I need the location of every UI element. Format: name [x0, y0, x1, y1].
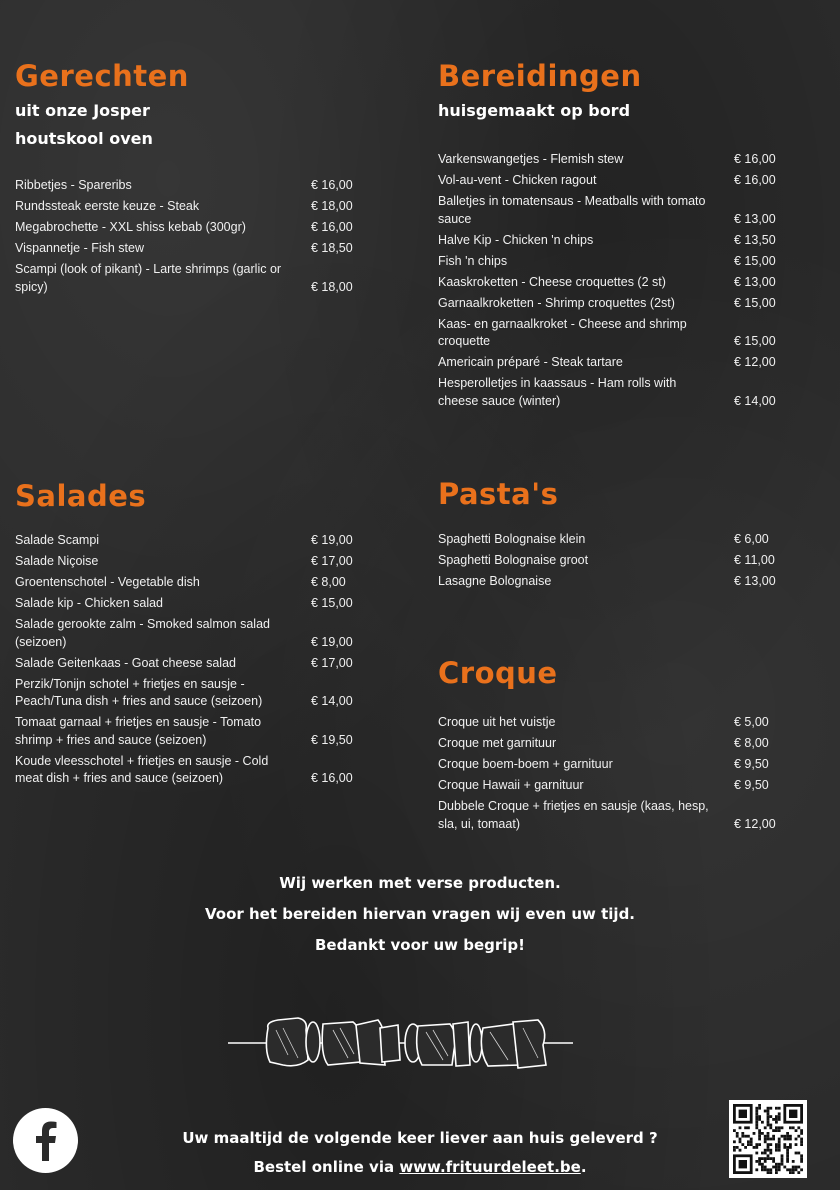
- menu-item-name: Vol-au-vent - Chicken ragout: [438, 173, 597, 187]
- section-bereidingen: [438, 59, 642, 125]
- section-title-croque: Croque: [438, 656, 558, 690]
- menu-item: [438, 714, 778, 732]
- menu-item: [438, 151, 778, 169]
- delivery-prefix: Bestel online via: [253, 1158, 400, 1176]
- menu-item-price: € 18,00: [311, 199, 353, 213]
- menu-item: [438, 552, 778, 570]
- menu-item-name: Salade Scampi: [15, 533, 100, 547]
- menu-item-name: Balletjes in tomatensaus - Meatballs with tomato sauce: [438, 194, 706, 226]
- menu-item-price: € 13,00: [734, 574, 776, 588]
- menu-item-name: Croque Hawaii + garnituur: [438, 778, 584, 792]
- section-title-pastas: Pasta's: [438, 477, 559, 511]
- delivery-line-2: [0, 1153, 840, 1182]
- menu-list-salades: [15, 532, 355, 791]
- menu-item-name: Halve Kip - Chicken 'n chips: [438, 232, 594, 247]
- menu-item-price: € 14,00: [734, 393, 776, 408]
- menu-item-name: Varkenswangetjes - Flemish stew: [438, 152, 624, 166]
- menu-item-price: € 6,00: [734, 532, 769, 546]
- menu-item: [438, 172, 778, 190]
- menu-item-price: € 12,00: [734, 355, 776, 369]
- menu-item: [438, 232, 778, 250]
- menu-item-name: Salade kip - Chicken salad: [15, 596, 163, 610]
- menu-item-price: € 9,50: [734, 757, 769, 771]
- menu-item-name: Lasagne Bolognaise: [438, 574, 552, 588]
- menu-item-price: € 18,50: [311, 241, 353, 255]
- menu-item-name: Americain préparé - Steak tartare: [438, 355, 623, 369]
- menu-item-price: € 5,00: [734, 715, 769, 729]
- menu-item: [15, 177, 355, 195]
- menu-item-name: Kaaskroketten - Cheese croquettes (2 st): [438, 274, 666, 289]
- menu-item: [438, 274, 778, 292]
- menu-item-name: Scampi (look of pikant) - Larte shrimps (garlic or spicy): [15, 262, 282, 294]
- menu-item-name: Croque boem-boem + garnituur: [438, 757, 613, 771]
- menu-item: [15, 655, 355, 673]
- menu-item: [15, 532, 355, 550]
- menu-item: [438, 316, 778, 351]
- menu-item-price: € 11,00: [734, 553, 775, 567]
- menu-item: [15, 198, 355, 216]
- section-subtitle-2: houtskool oven: [15, 129, 153, 148]
- menu-item-price: € 9,50: [734, 778, 769, 792]
- menu-item-name: Ribbetjes - Spareribs: [15, 178, 132, 192]
- menu-item: [438, 253, 778, 271]
- menu-item: [15, 553, 355, 571]
- menu-item-price: € 13,00: [734, 211, 776, 226]
- menu-item: [15, 616, 355, 651]
- menu-item-price: € 15,00: [311, 596, 353, 610]
- menu-item-name: Tomaat garnaal + frietjes en sausje - Tomato shrimp + fries and sauce (seizoen): [15, 715, 262, 747]
- menu-item-price: € 19,00: [311, 634, 353, 649]
- menu-item-price: € 16,00: [734, 152, 776, 166]
- skewer-illustration: [228, 1010, 573, 1080]
- menu-item-name: Fish 'n chips: [438, 253, 508, 268]
- menu-item-name: Salade Niçoise: [15, 554, 99, 568]
- menu-list-bereidingen: [438, 151, 778, 414]
- menu-item: [438, 375, 778, 410]
- menu-item-name: Garnaalkroketten - Shrimp croquettes (2st): [438, 295, 675, 310]
- note-line-2: Voor het bereiden hiervan vragen wij even uw tijd.: [204, 905, 636, 923]
- menu-item-price: € 15,00: [734, 295, 776, 310]
- menu-item-name: Salade gerookte zalm - Smoked salmon salad (seizoen): [15, 617, 270, 649]
- menu-item-name: Croque uit het vuistje: [438, 715, 556, 729]
- menu-item-price: € 13,00: [734, 274, 776, 289]
- fresh-products-note: [0, 868, 840, 961]
- menu-item: [15, 240, 355, 258]
- menu-item-price: € 16,00: [734, 173, 776, 187]
- menu-item: [15, 595, 355, 613]
- section-gerechten: [15, 59, 189, 153]
- menu-item-name: Vispannetje - Fish stew: [15, 241, 144, 255]
- qr-code-pattern: [729, 1100, 807, 1178]
- section-subtitle-1: uit onze Josper: [15, 101, 150, 120]
- menu-item-price: € 19,00: [311, 533, 353, 547]
- section-salades: [15, 479, 147, 513]
- menu-item-price: € 17,00: [311, 655, 353, 670]
- menu-item: [15, 219, 355, 237]
- delivery-line-1: Uw maaltijd de volgende keer liever aan huis geleverd ?: [182, 1129, 658, 1147]
- menu-item-name: Dubbele Croque + frietjes en sausje (kaas, hesp, sla, ui, tomaat): [438, 799, 709, 831]
- menu-item-name: Salade Geitenkaas - Goat cheese salad: [15, 655, 236, 670]
- menu-item-price: € 17,00: [311, 554, 353, 568]
- menu-list-pastas: [438, 531, 778, 594]
- section-title-gerechten: Gerechten: [15, 59, 189, 93]
- menu-item-price: € 15,00: [734, 253, 776, 268]
- menu-item-price: € 12,00: [734, 816, 776, 831]
- section-croque: [438, 656, 558, 690]
- menu-item-name: Koude vleesschotel + frietjes en sausje - Cold meat dish + fries and sauce (seizoen): [15, 753, 269, 785]
- menu-item-name: Groentenschotel - Vegetable dish: [15, 575, 200, 589]
- menu-item: [438, 295, 778, 313]
- menu-item: [15, 714, 355, 749]
- menu-item-price: € 14,00: [311, 694, 353, 708]
- website-link[interactable]: www.frituurdeleet.be: [399, 1158, 581, 1176]
- menu-item-price: € 16,00: [311, 771, 353, 785]
- note-line-1: Wij werken met verse producten.: [279, 874, 561, 892]
- menu-list-gerechten: [15, 177, 355, 300]
- delivery-note: [0, 1124, 840, 1182]
- menu-item: [438, 735, 778, 753]
- section-title-salades: Salades: [15, 479, 147, 513]
- menu-item: [438, 573, 778, 591]
- menu-item-price: € 16,00: [311, 220, 353, 234]
- menu-item-price: € 8,00: [734, 736, 769, 750]
- menu-item-price: € 15,00: [734, 334, 776, 348]
- menu-item: [438, 756, 778, 774]
- menu-item-name: Hesperolletjes in kaassaus - Ham rolls with cheese sauce (winter): [438, 376, 677, 408]
- section-pastas: [438, 477, 559, 511]
- menu-item-name: Perzik/Tonijn schotel + frietjes en sausje - Peach/Tuna dish + fries and sauce (seizoen): [15, 676, 263, 708]
- menu-item: [15, 261, 355, 296]
- qr-code[interactable]: [729, 1100, 807, 1178]
- menu-item-price: € 19,50: [311, 732, 353, 747]
- menu-item: [438, 531, 778, 549]
- menu-list-croque: [438, 714, 778, 837]
- section-title-bereidingen: Bereidingen: [438, 59, 642, 93]
- menu-item-name: Croque met garnituur: [438, 736, 557, 750]
- menu-item: [438, 777, 778, 795]
- menu-item-name: Spaghetti Bolognaise groot: [438, 553, 589, 567]
- menu-item-name: Spaghetti Bolognaise klein: [438, 532, 586, 546]
- menu-item: [438, 354, 778, 372]
- menu-item-price: € 16,00: [311, 178, 353, 192]
- menu-item: [438, 798, 778, 833]
- menu-item: [15, 676, 355, 711]
- section-subtitle: huisgemaakt op bord: [438, 101, 631, 120]
- note-line-3: Bedankt voor uw begrip!: [314, 936, 526, 954]
- menu-item-price: € 8,00: [311, 575, 346, 589]
- menu-item: [15, 574, 355, 592]
- delivery-suffix: .: [580, 1158, 587, 1176]
- menu-item-price: € 18,00: [311, 279, 353, 294]
- menu-item: [438, 193, 778, 228]
- menu-item-name: Megabrochette - XXL shiss kebab (300gr): [15, 220, 246, 234]
- menu-item-price: € 13,50: [734, 232, 776, 247]
- menu-item-name: Kaas- en garnaalkroket - Cheese and shrimp croquette: [438, 316, 687, 348]
- menu-item-name: Rundssteak eerste keuze - Steak: [15, 199, 200, 213]
- menu-item: [15, 753, 355, 788]
